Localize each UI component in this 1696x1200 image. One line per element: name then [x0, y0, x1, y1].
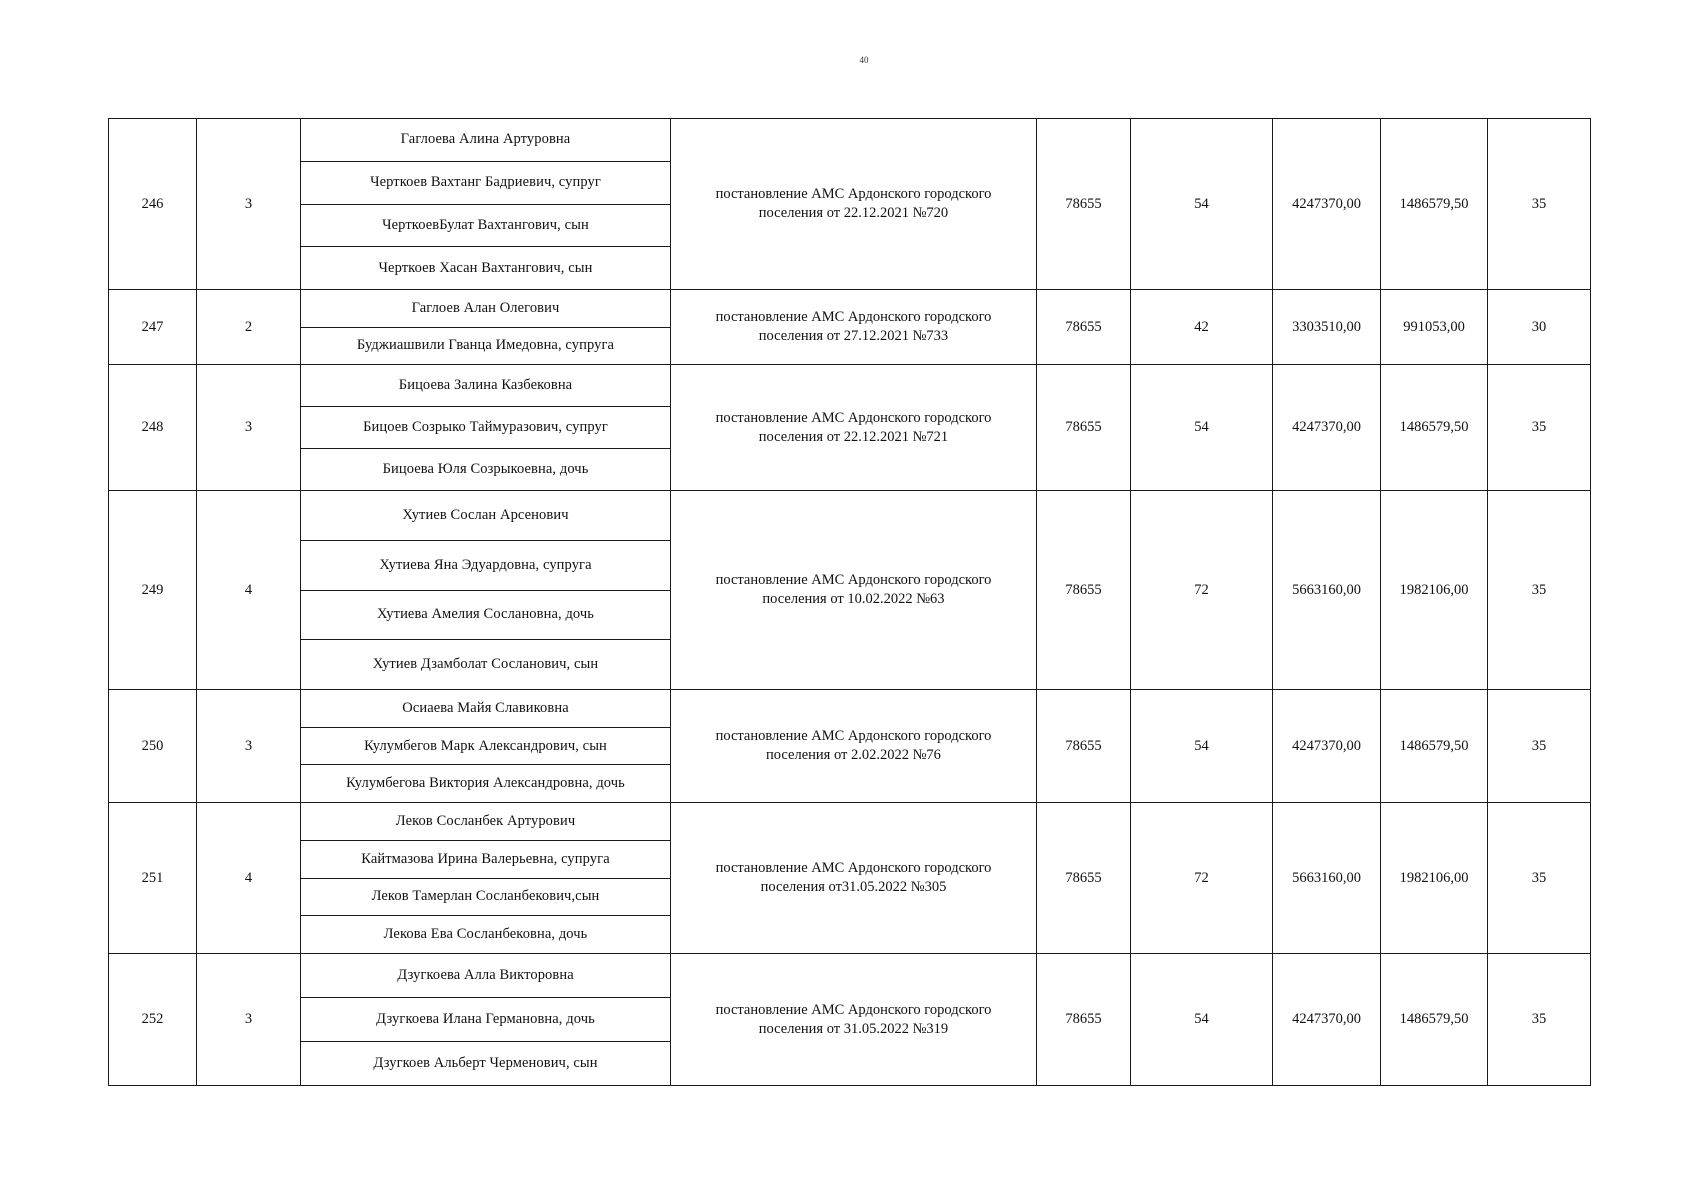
subsidy-amount: 1486579,50	[1381, 954, 1488, 1086]
family-member: Бицоев Созрыко Таймуразович, супруг	[301, 407, 670, 449]
decree-line: постановление АМС Ардонского городского	[715, 860, 992, 876]
subsidy-amount: 1486579,50	[1381, 690, 1488, 803]
area: 54	[1131, 365, 1273, 491]
family-member: Бицоева Юля Созрыкоевна, дочь	[382, 461, 589, 477]
family-member: Леков Сосланбек Артурович	[301, 803, 670, 841]
members-count: 3	[197, 690, 301, 803]
family-members	[301, 803, 671, 954]
decree-line: поселения от 27.12.2021 №733	[758, 328, 949, 344]
family-member: Кулумбегов Марк Александрович, сын	[301, 728, 670, 766]
decree-cell	[671, 690, 1037, 803]
price-per-sqm: 78655	[1037, 290, 1131, 365]
family-member: Лекова Ева Сосланбековна, дочь	[383, 926, 588, 943]
row-number: 246	[109, 119, 197, 290]
price-per-sqm: 78655	[1037, 119, 1131, 290]
table-row	[109, 491, 1591, 690]
area: 54	[1131, 119, 1273, 290]
decree-cell	[671, 290, 1037, 365]
family-member: Кулумбегова Виктория Александровна, дочь	[346, 775, 625, 792]
area: 54	[1131, 954, 1273, 1086]
decree-cell	[671, 954, 1037, 1086]
total-cost: 4247370,00	[1273, 119, 1381, 290]
family-member: Бицоева Залина Казбековна	[301, 365, 670, 407]
decree-line: постановление АМС Ардонского городского	[715, 186, 992, 202]
subsidy-percent: 35	[1488, 365, 1591, 491]
members-count: 2	[197, 290, 301, 365]
area: 42	[1131, 290, 1273, 365]
subsidy-percent: 35	[1488, 119, 1591, 290]
registry-table	[108, 118, 1591, 1086]
total-cost: 5663160,00	[1273, 491, 1381, 690]
row-number: 250	[109, 690, 197, 803]
row-number: 252	[109, 954, 197, 1086]
row-number: 251	[109, 803, 197, 954]
family-member: Осиаева Майя Славиковна	[301, 690, 670, 728]
family-members	[301, 954, 671, 1086]
price-per-sqm: 78655	[1037, 954, 1131, 1086]
row-number: 248	[109, 365, 197, 491]
family-member: Гаглоев Алан Олегович	[301, 290, 670, 328]
total-cost: 4247370,00	[1273, 954, 1381, 1086]
page-number: 40	[859, 55, 869, 65]
decree-line: поселения от 31.05.2022 №319	[758, 1020, 949, 1037]
subsidy-percent: 35	[1488, 954, 1591, 1086]
area: 54	[1131, 690, 1273, 803]
decree-line: постановление АМС Ардонского городского	[715, 1001, 992, 1018]
table-row	[109, 365, 1591, 491]
price-per-sqm: 78655	[1037, 491, 1131, 690]
members-count: 4	[197, 491, 301, 690]
row-number: 247	[109, 290, 197, 365]
total-cost: 5663160,00	[1273, 803, 1381, 954]
subsidy-amount: 1486579,50	[1381, 365, 1488, 491]
members-count: 3	[197, 119, 301, 290]
subsidy-amount: 1982106,00	[1381, 491, 1488, 690]
decree-cell	[671, 491, 1037, 690]
decree-line: постановление АМС Ардонского городского	[715, 409, 992, 426]
members-count: 3	[197, 365, 301, 491]
table-row	[109, 119, 1591, 290]
table-row	[109, 954, 1591, 1086]
family-member: Леков Тамерлан Сосланбекович,сын	[301, 879, 670, 917]
family-member: ЧерткоевБулат Вахтангович, сын	[301, 205, 670, 248]
decree-line: поселения от 22.12.2021 №720	[758, 205, 949, 221]
family-members	[301, 690, 671, 803]
family-member: Хутиева Амелия Сослановна, дочь	[301, 591, 670, 641]
family-member: Черткоев Хасан Вахтангович, сын	[378, 259, 593, 276]
price-per-sqm: 78655	[1037, 690, 1131, 803]
family-member: Хутиев Дзамболат Сосланович, сын	[372, 656, 599, 673]
family-members	[301, 365, 671, 491]
decree-line: постановление АМС Ардонского городского	[715, 309, 992, 325]
family-member: Черткоев Вахтанг Бадриевич, супруг	[301, 162, 670, 205]
decree-line: постановление АМС Ардонского городского	[715, 728, 992, 744]
members-count: 3	[197, 954, 301, 1086]
subsidy-percent: 35	[1488, 803, 1591, 954]
decree-line: поселения от 2.02.2022 №76	[766, 747, 941, 763]
family-member: Хутиева Яна Эдуардовна, супруга	[301, 541, 670, 591]
decree-cell	[671, 119, 1037, 290]
family-members	[301, 119, 671, 290]
family-member: Буджиашвили Гванца Имедовна, супруга	[356, 337, 615, 354]
decree-line: поселения от 10.02.2022 №63	[762, 591, 945, 607]
area: 72	[1131, 491, 1273, 690]
row-number: 249	[109, 491, 197, 690]
total-cost: 4247370,00	[1273, 690, 1381, 803]
subsidy-amount: 1486579,50	[1381, 119, 1488, 290]
decree-line: постановление АМС Ардонского городского	[715, 572, 992, 588]
decree-line: поселения от31.05.2022 №305	[760, 879, 947, 895]
subsidy-percent: 35	[1488, 491, 1591, 690]
family-member: Дзугкоев Альберт Черменович, сын	[373, 1055, 598, 1071]
subsidy-amount: 991053,00	[1381, 290, 1488, 365]
price-per-sqm: 78655	[1037, 803, 1131, 954]
table-row	[109, 803, 1591, 954]
family-member: Гаглоева Алина Артуровна	[301, 119, 670, 162]
family-member: Дзугкоева Илана Германовна, дочь	[301, 998, 670, 1042]
decree-cell	[671, 803, 1037, 954]
decree-cell	[671, 365, 1037, 491]
members-count: 4	[197, 803, 301, 954]
total-cost: 4247370,00	[1273, 365, 1381, 491]
price-per-sqm: 78655	[1037, 365, 1131, 491]
family-member: Дзугкоева Алла Викторовна	[301, 954, 670, 998]
family-members	[301, 290, 671, 365]
family-member: Кайтмазова Ирина Валерьевна, супруга	[301, 841, 670, 879]
decree-line: поселения от 22.12.2021 №721	[758, 428, 949, 445]
area: 72	[1131, 803, 1273, 954]
family-member: Хутиев Сослан Арсенович	[301, 491, 670, 541]
total-cost: 3303510,00	[1273, 290, 1381, 365]
subsidy-amount: 1982106,00	[1381, 803, 1488, 954]
subsidy-percent: 30	[1488, 290, 1591, 365]
family-members	[301, 491, 671, 690]
subsidy-percent: 35	[1488, 690, 1591, 803]
table-row	[109, 290, 1591, 365]
table-row	[109, 690, 1591, 803]
